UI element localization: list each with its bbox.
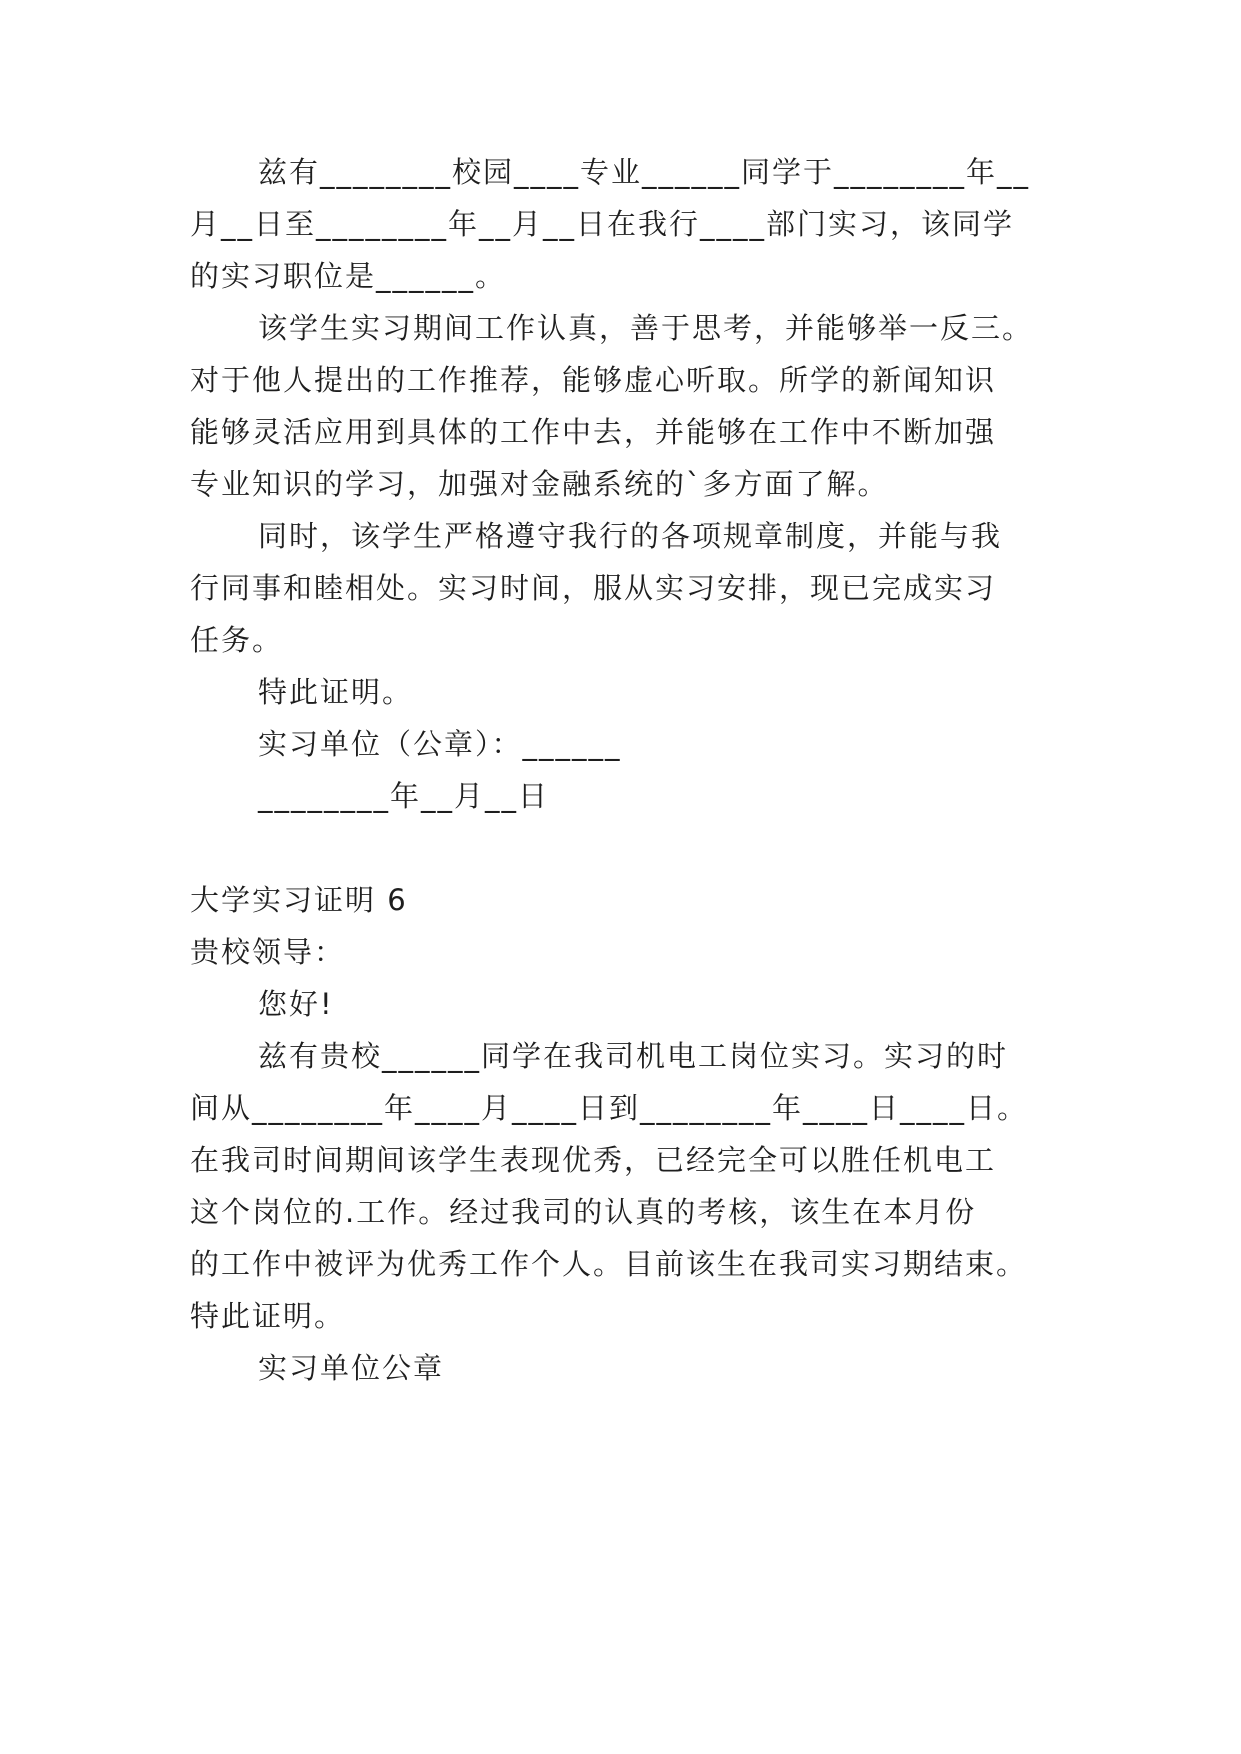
paragraph-1-line-3: 的实习职位是______。: [190, 259, 507, 293]
greeting: 您好!: [258, 987, 334, 1021]
date-line: ________年__月__日: [258, 779, 550, 813]
paragraph-3-line-2: 行同事和睦相处。实习时间，服从实习安排，现已完成实习: [190, 571, 997, 605]
paragraph-3-line-1: 同时，该学生严格遵守我行的各项规章制度，并能与我: [258, 519, 1003, 553]
certify-statement: 特此证明。: [258, 675, 414, 709]
company-seal-line-2: 实习单位公章: [258, 1351, 445, 1385]
paragraph-2-line-3: 能够灵活应用到具体的工作中去，并能够在工作中不断加强: [190, 415, 997, 449]
paragraph-4-line-6: 特此证明。: [190, 1299, 346, 1333]
paragraph-3-line-3: 任务。: [190, 623, 284, 657]
paragraph-1-line-1: 兹有________校园____专业______同学于________年__: [258, 155, 1031, 189]
paragraph-2-line-1: 该学生实习期间工作认真，善于思考，并能够举一反三。: [258, 311, 1034, 345]
paragraph-2-line-2: 对于他人提出的工作推荐，能够虚心听取。所学的新闻知识: [190, 363, 997, 397]
paragraph-4-line-1: 兹有贵校______同学在我司机电工岗位实习。实习的时: [258, 1039, 1009, 1073]
paragraph-4-line-5: 的工作中被评为优秀工作个人。目前该生在我司实习期结束。: [190, 1247, 1028, 1281]
section-title: 大学实习证明 6: [190, 883, 408, 917]
paragraph-4-line-3: 在我司时间期间该学生表现优秀，已经完全可以胜任机电工: [190, 1143, 997, 1177]
paragraph-4-line-2: 间从________年____月____日到________年____日____日。: [190, 1091, 1029, 1125]
paragraph-2-line-4: 专业知识的学习，加强对金融系统的`多方面了解。: [190, 467, 889, 501]
paragraph-4-line-4: 这个岗位的.工作。经过我司的认真的考核，该生在本月份: [190, 1195, 977, 1229]
salutation: 贵校领导：: [190, 935, 346, 969]
company-seal-line: 实习单位（公章）：______: [258, 727, 622, 761]
paragraph-1-line-2: 月__日至________年__月__日在我行____部门实习，该同学: [190, 207, 1015, 241]
